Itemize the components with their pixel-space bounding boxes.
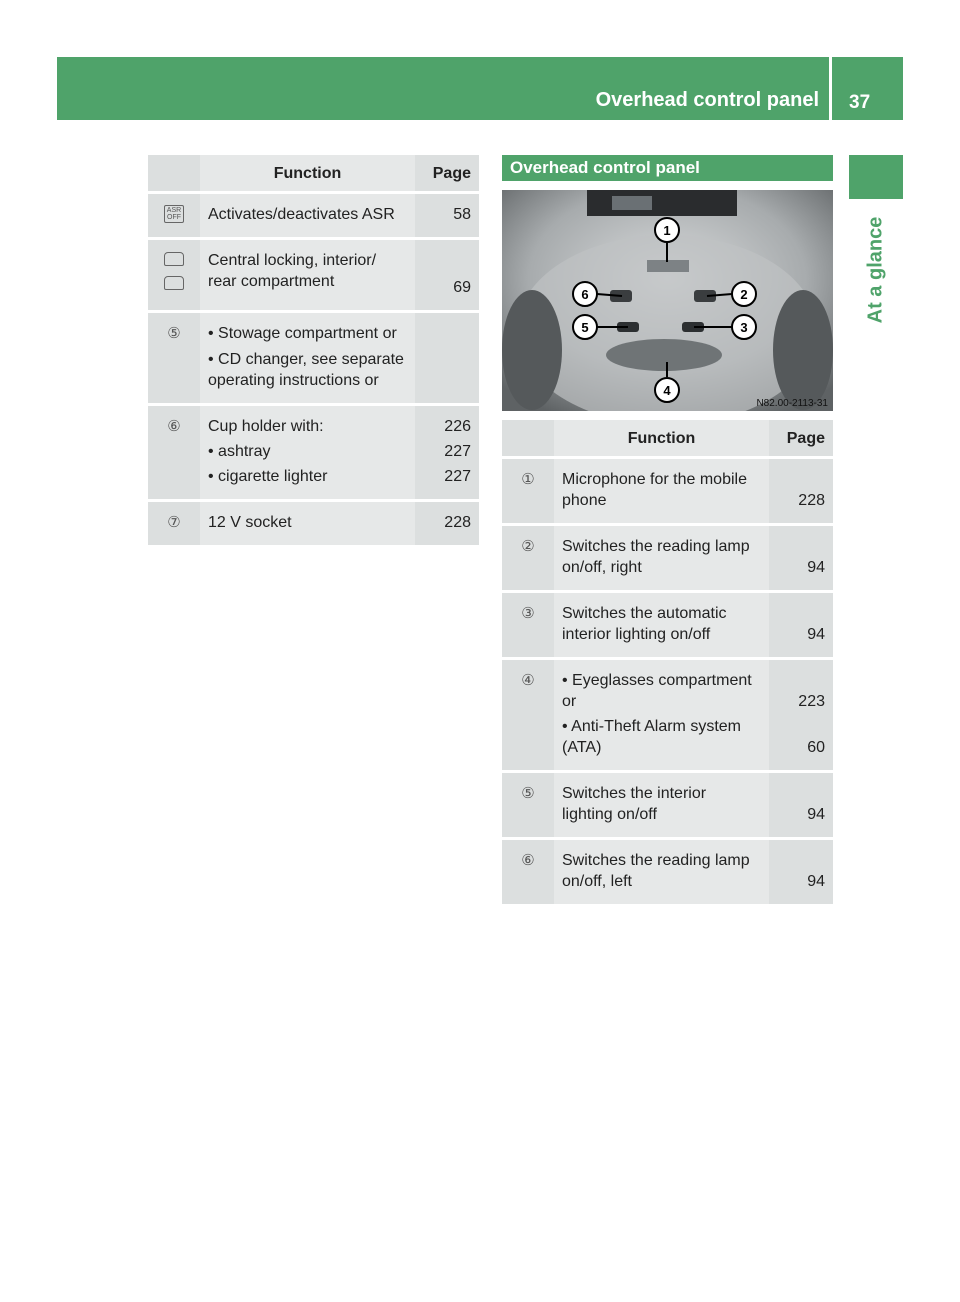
row-function: Switches the interior [562,785,707,802]
row-function: lighting on/off [562,806,657,823]
row-function: Microphone for the mobile [562,471,747,488]
row-page: 60 [807,739,825,756]
row-function: Switches the automatic [562,605,727,622]
row-function: • CD changer, see separate operating instructions or [208,351,404,389]
header-function: Function [200,155,415,193]
row-page: 227 [444,443,471,460]
page-header [57,57,903,120]
item-number: ③ [521,605,535,622]
svg-text:5: 5 [581,320,589,335]
header-title: Overhead control panel [595,89,819,111]
item-number: ⑥ [521,852,535,869]
left-function-table [148,155,479,548]
table-row [502,659,833,772]
row-page: 228 [798,492,825,509]
row-function: Cup holder with: [208,418,324,435]
svg-text:6: 6 [581,287,589,302]
table-row [148,312,479,405]
header-page: Page [769,420,833,458]
lock-icon [148,239,200,312]
header-separator [829,57,832,120]
header-page: Page [415,155,479,193]
table-row [148,239,479,312]
row-function: rear compartment [208,273,335,290]
row-page: 228 [444,514,471,531]
table-row [502,839,833,906]
item-number: ⑤ [521,785,535,802]
table-row [502,525,833,592]
table-row [502,592,833,659]
row-function: • Anti-Theft Alarm system (ATA) [562,718,741,756]
row-page: 227 [444,468,471,485]
row-page: 226 [444,418,471,435]
row-page: 94 [807,559,825,576]
row-function: Switches the reading lamp [562,538,750,555]
row-function: Switches the reading lamp [562,852,750,869]
item-number: ⑦ [167,514,181,531]
row-function: 12 V socket [208,514,292,531]
row-function: • cigarette lighter [208,468,328,485]
table-row [148,193,479,239]
side-tab-label: At a glance [864,216,887,324]
row-function: Activates/deactivates ASR [208,206,395,223]
section-title: Overhead control panel [502,155,833,181]
row-function: phone [562,492,607,509]
row-function: on/off, left [562,873,632,890]
row-page: 94 [807,626,825,643]
row-function: • ashtray [208,443,271,460]
row-page: 94 [807,806,825,823]
item-number: ⑤ [167,325,181,342]
row-page: 94 [807,873,825,890]
table-row [502,458,833,525]
header-blank [148,155,200,193]
row-page: 58 [453,206,471,223]
table-row [148,501,479,547]
row-function: • Eyeglasses compartment or [562,672,752,710]
table-row [502,772,833,839]
asr-off-icon: ASR OFF [148,193,200,239]
row-function: Central locking, interior/ [208,252,377,269]
row-function: • Stowage compartment or [208,325,397,342]
table-header-row [148,155,479,193]
table-header-row [502,420,833,458]
item-number: ④ [521,672,535,689]
page-number: 37 [849,92,871,113]
svg-text:2: 2 [740,287,748,302]
svg-text:4: 4 [663,383,671,398]
row-function: on/off, right [562,559,642,576]
item-number: ① [521,471,535,488]
row-page: 69 [453,279,471,296]
header-blank [502,420,554,458]
header-function: Function [554,420,769,458]
side-tab-marker [849,155,903,199]
table-row [148,405,479,501]
row-function: interior lighting on/off [562,626,711,643]
row-page: 223 [798,693,825,710]
svg-text:1: 1 [663,223,671,238]
figure-code: N82.00-2113-31 [756,398,828,409]
overhead-panel-photo [502,190,833,411]
svg-text:3: 3 [740,320,748,335]
item-number: ② [521,538,535,555]
right-function-table [502,420,833,907]
item-number: ⑥ [167,418,181,435]
